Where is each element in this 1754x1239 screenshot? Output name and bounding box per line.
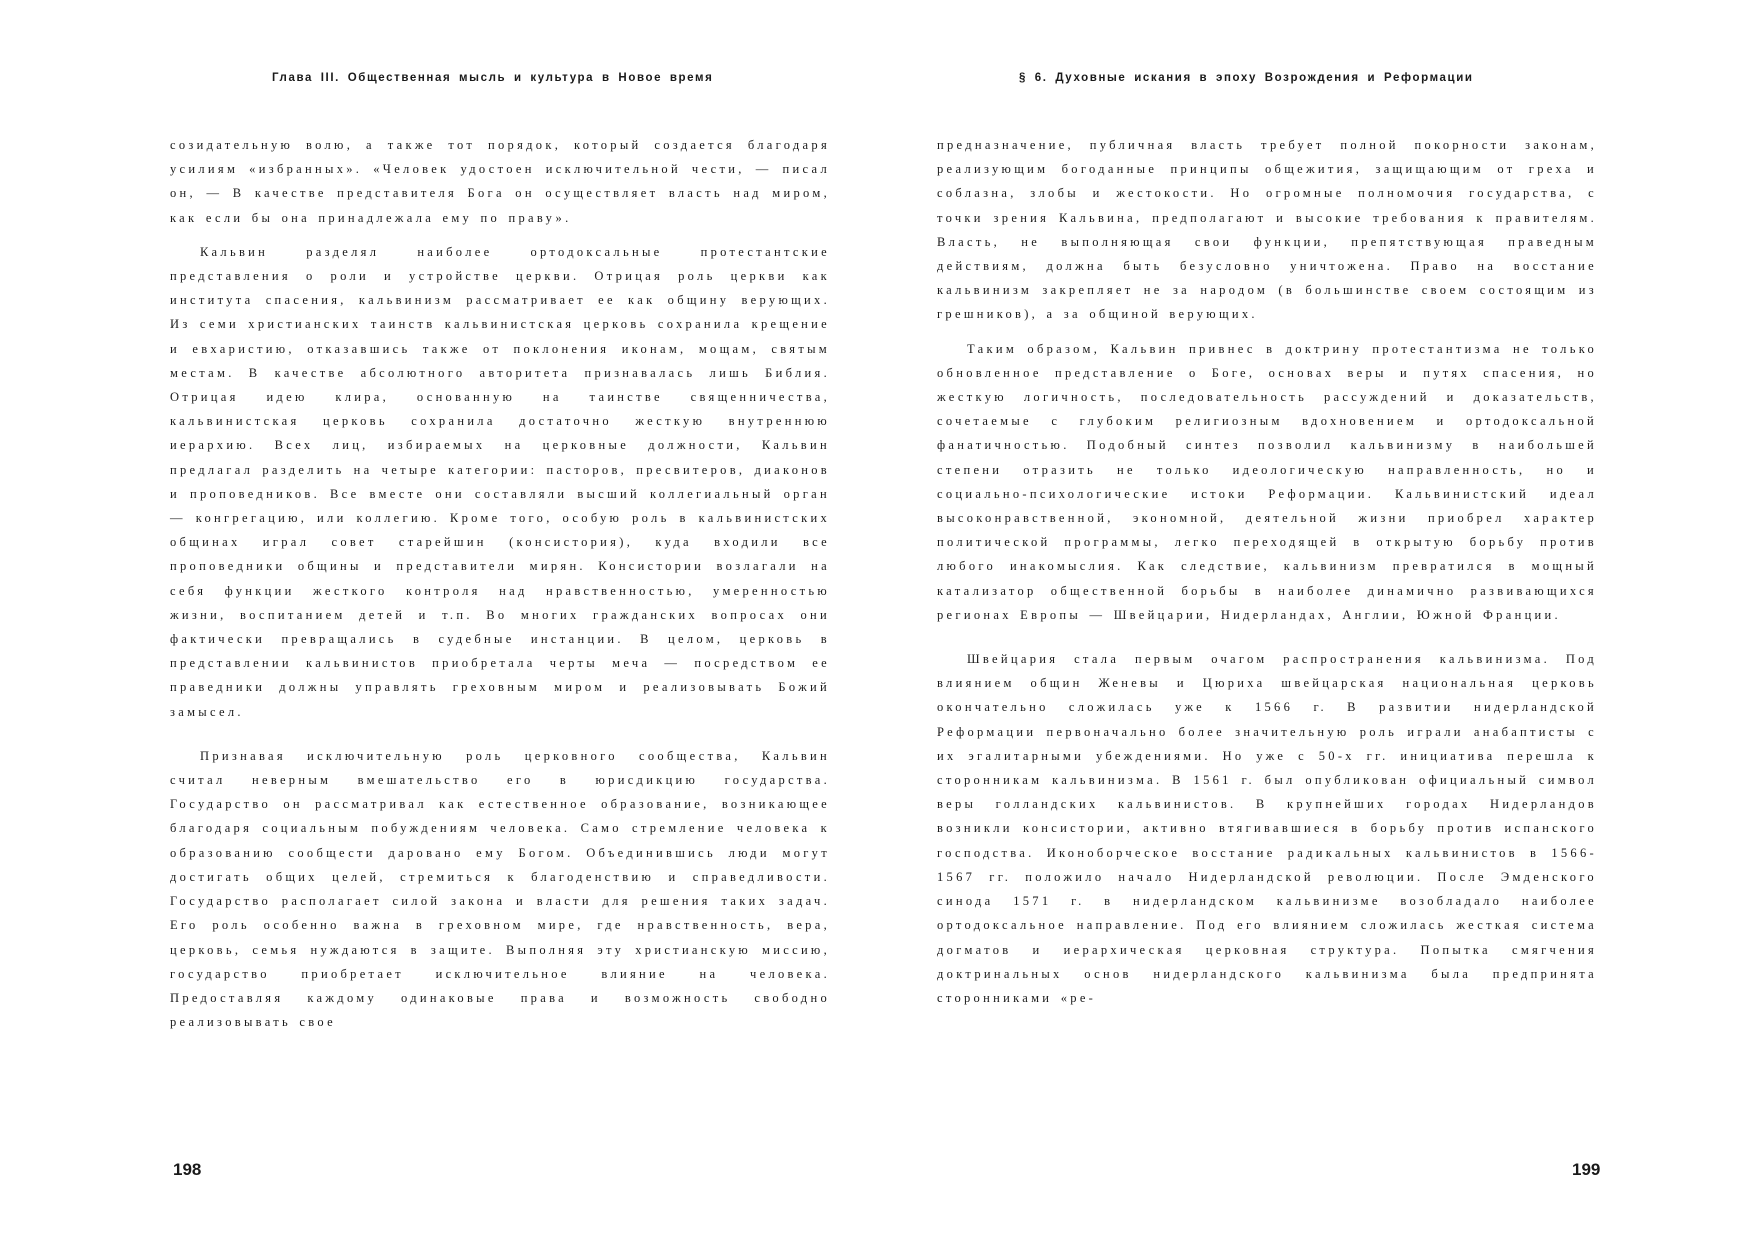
right-paragraph-1: предназначение, публичная власть требует полной покорности законам, реализующим богоданные принципы общежития, защищающим от греха и соблазна, злобы и жестокости. Но огромные полномочия государства, с точки зрения Кальвина, предполагают и высокие требования к правителям. Власть, не выполняющая свои функции, препятствующая праведным действиям, должна быть безусловно уничтожена. Право на восстание кальвинизм закрепляет не за народом (в большинстве своем состоящим из грешников), а за общиной верующих. (937, 138, 1597, 322)
right-paragraph-3: Швейцария стала первым очагом распространения кальвинизма. Под влиянием общин Женевы и Цюриха швейцарская национальная церковь окончательно сложилась уже к 1566 г. В развитии нидерландской Реформации первоначально более значительную роль играли анабаптисты с их эгалитарными убеждениями. Но уже с 50-х гг. инициатива перешла к сторонникам кальвинизма. В 1561 г. был опубликован официальный символ веры голландских кальвинистов. В крупнейших городах Нидерландов возникли консистории, активно втягивавшиеся в борьбу против испанского господства. Иконоборческое восстание радикальных кальвинистов в 1566-1567 гг. положило начало Нидерландской революции. После Эмденского синода 1571 г. в нидерландском кальвинизме возобладало наиболее ортодоксальное направление. Под его влиянием сложилась жесткая система догматов и иерархическая церковная структура. Попытка смягчения доктринальных основ нидерландского кальвинизма была предпринята сторонниками «ре- (937, 652, 1597, 1005)
running-head-right: § 6. Духовные искания в эпоху Возрождения и Реформации (1019, 72, 1474, 84)
left-paragraph-2: Кальвин разделял наиболее ортодоксальные протестантские представления о роли и устройстве церкви. Отрицая роль церкви как института спасения, кальвинизм рассматривает ее как общину верующих. Из семи христианских таинств кальвинистская церковь сохранила крещение и евхаристию, отказавшись также от поклонения иконам, мощам, святым местам. В качестве абсолютного авторитета признавалась лишь Библия. Отрицая идею клира, основанную на таинстве священничества, кальвинистская церковь сохранила достаточно жесткую внутреннюю иерархию. Всех лиц, избираемых на церковные должности, Кальвин предлагал разделить на четыре категории: пасторов, пресвитеров, диаконов и проповедников. Все вместе они составляли высший коллегиальный орган — конгрегацию, или коллегию. Кроме того, особую роль в кальвинистских общинах играл совет старейшин (консистория), куда входили все проповедники общины и представители мирян. Консистории возлагали на себя функции жесткого контроля над нравственностью, умеренностью жизни, воспитанием детей и т.п. Во многих гражданских вопросах они фактически превращались в судебные инстанции. В целом, церковь в представлении кальвинистов приобретала черты меча — посредством ее праведники должны управлять греховным миром и реализовывать Божий замысел. (170, 244, 830, 719)
left-paragraph-1: созидательную волю, а также тот порядок, который создается благодаря усилиям «избранных». «Человек удостоен исключительной чести, — писал он, — В качестве представителя Бога он осуществляет власть над миром, как если бы она принадлежала ему по праву». (170, 138, 830, 225)
running-head-left: Глава III. Общественная мысль и культура в Новое время (272, 72, 714, 84)
page-number-left: 198 (173, 1160, 202, 1179)
right-page (877, 0, 1754, 1239)
left-text-block (170, 133, 830, 1034)
page-number-right: 199 (1572, 1160, 1601, 1179)
right-paragraph-2: Таким образом, Кальвин привнес в доктрину протестантизма не только обновленное представление о Боге, основах веры и путях спасения, но жесткую логичность, последовательность рассуждений и доказательств, сочетаемые с глубоким религиозным вдохновением и ортодоксальной фанатичностью. Подобный синтез позволил кальвинизму в наибольшей степени отразить не только идеологическую направленность, но и социально-психологические истоки Реформации. Кальвинистский идеал высоконравственной, экономной, деятельной жизни приобрел характер политической программы, легко переходящей в открытую борьбу против любого инакомыслия. Как следствие, кальвинизм превратился в мощный катализатор общественной борьбы в наиболее динамично развивающихся регионах Европы — Швейцарии, Нидерландах, Англии, Южной Франции. (937, 341, 1597, 622)
left-paragraph-3: Признавая исключительную роль церковного сообщества, Кальвин считал неверным вмешательство его в юрисдикцию государства. Государство он рассматривал как естественное образование, возникающее благодаря социальным побуждениям человека. Само стремление человека к образованию сообщести даровано ему Богом. Объединившись люди могут достигать общих целей, стремиться к благоденствию и справедливости. Государство располагает силой закона и власти для решения таких задач. Его роль особенно важна в греховном мире, где нравственность, вера, церковь, семья нуждаются в защите. Выполняя эту христианскую миссию, государство приобретает исключительное влияние на человека. Предоставляя каждому одинаковые права и возможность свободно реализовывать свое (170, 748, 830, 1030)
right-text-block (937, 133, 1597, 1010)
